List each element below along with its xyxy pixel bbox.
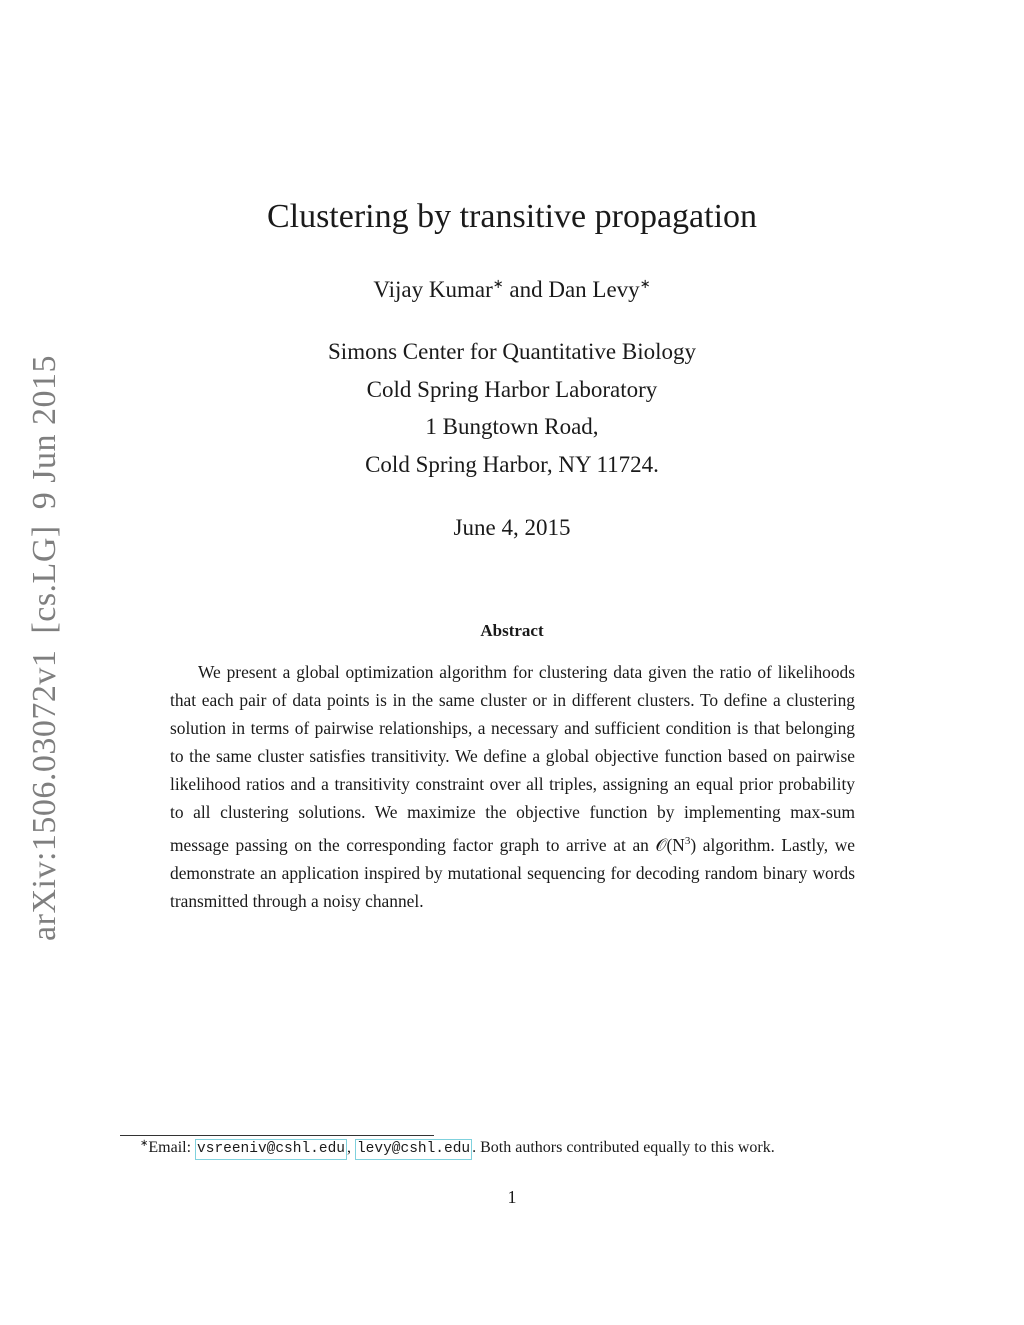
footnote-label: Email: [148,1139,196,1156]
abstract-text-part: algorithm. Lastly, we demonstrate an application inspired by mutational sequencing for decoding random binary words transmitted through a noisy channel. [170,834,855,911]
paper-date: June 4, 2015 [453,515,571,540]
footnote-divider [120,1135,434,1136]
math-prefix: 𝒪(N [655,834,685,855]
abstract-heading: Abstract [480,621,544,640]
abstract-text [170,658,855,915]
arxiv-date: 9 Jun 2015 [26,355,63,510]
affiliation-line: Cold Spring Harbor, NY 11724. [365,451,659,477]
author-name: Dan Levy [548,277,640,302]
abstract-text-part: We present a global optimization algorithm for clustering data given the ratio of likelihoods that each pair of data points is in the same cluster or in different clusters. To define a clustering solution in terms of pairwise relationships, a necessary and sufficient condition is that belonging to the same cluster satisfies transitivity. We define a global objective function based on pairwise likelihood ratios and a transitivity constraint over all triples, assigning an equal prior probability to all clustering solutions. We maximize the objective function by implementing max-sum message passing on the corresponding factor graph to arrive at an [170,662,855,855]
affiliation-line: Simons Center for Quantitative Biology [328,339,696,364]
footnote-mark: ∗ [140,1138,149,1149]
complexity-math [656,835,697,855]
footnote [140,1138,900,1157]
author-footnote-mark: ∗ [492,276,504,291]
author-footnote-mark: ∗ [639,276,651,291]
math-suffix: ) [690,834,697,855]
footnote-note: . Both authors contributed equally to this work. [472,1139,775,1156]
email-link[interactable]: vsreeniv@cshl.edu [195,1139,347,1160]
page-number: 1 [507,1187,517,1207]
footnote-separator: , [346,1139,355,1156]
arxiv-category: [cs.LG] [26,525,63,634]
author-line [0,276,1024,303]
email-link[interactable]: levy@cshl.edu [355,1139,472,1160]
affiliation-line: 1 Bungtown Road, [425,414,599,439]
author-conjunction: and [509,277,543,302]
affiliation-block [0,333,1024,483]
paper-title: Clustering by transitive propagation [266,198,758,235]
math-exponent: 3 [684,834,691,847]
arxiv-id: arXiv:1506.03072v1 [26,649,63,941]
affiliation-line: Cold Spring Harbor Laboratory [366,376,658,402]
author-name: Vijay Kumar [373,277,493,302]
